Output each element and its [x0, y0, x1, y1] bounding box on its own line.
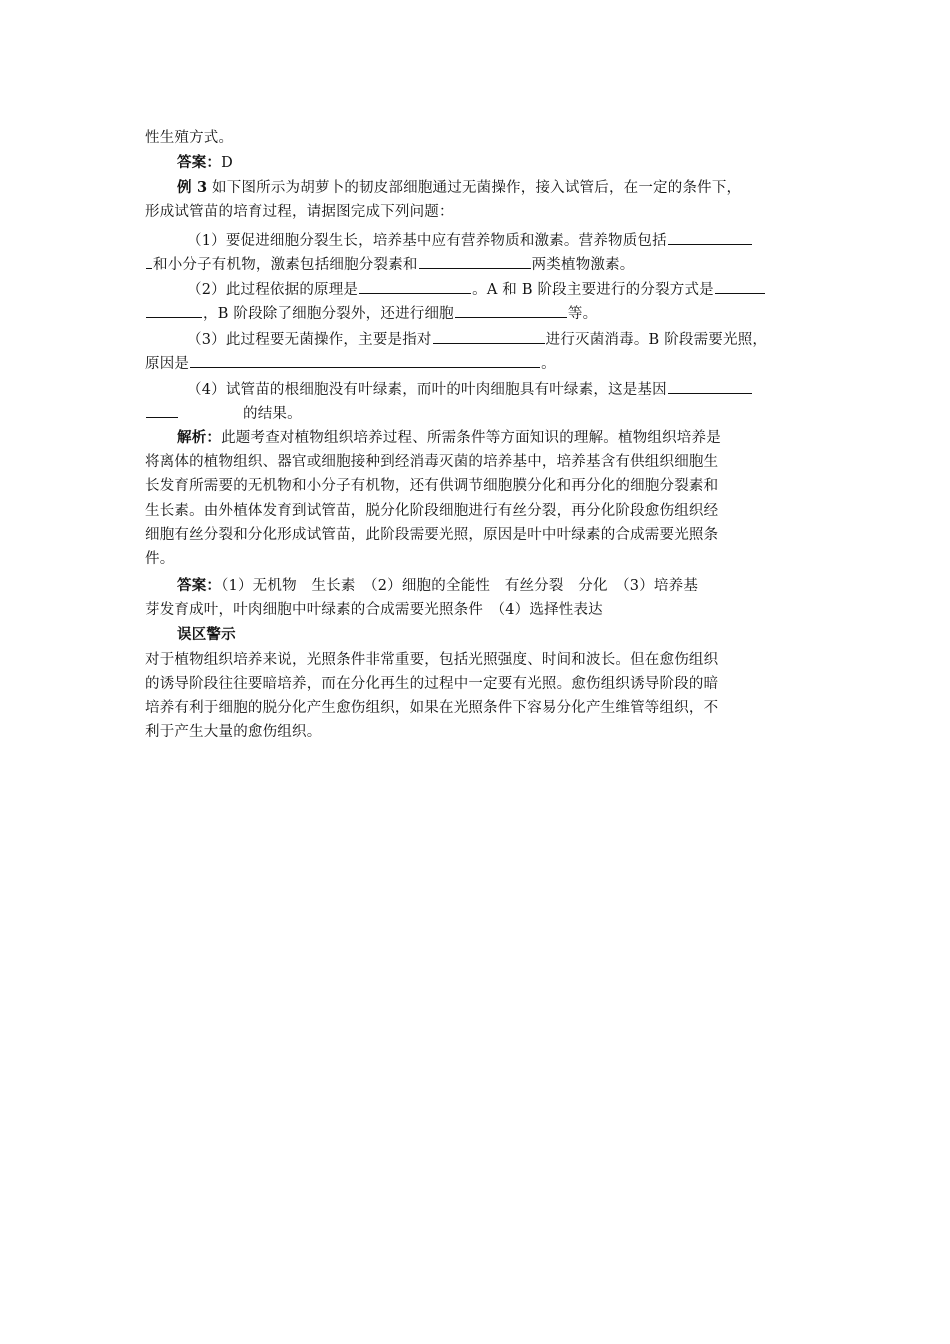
analysis-text: 将离体的植物组织、器官或细胞接种到经消毒灭菌的培养基中，培养基含有供组织细胞生 — [145, 454, 719, 470]
q2-text: （2）此过程依据的原理是 — [187, 282, 359, 298]
answer-blank[interactable] — [419, 254, 531, 269]
example-label: 例 3 — [177, 179, 208, 196]
answer-line — [177, 576, 698, 596]
analysis-label: 解析： — [177, 429, 222, 446]
answer-blank[interactable] — [668, 230, 752, 245]
answer-blank[interactable] — [359, 279, 471, 294]
q3-text: 进行灭菌消毒。B 阶段需要光照， — [545, 332, 768, 348]
analysis-text: 长发育所需要的无机物和小分子有机物，还有供调节细胞膜分化和再分化的细胞分裂素和 — [145, 478, 719, 494]
warning-text: 的诱导阶段往往要暗培养，而在分化再生的过程中一定要有光照。愈伤组织诱导阶段的暗 — [145, 676, 719, 692]
question-3 — [187, 329, 767, 350]
answer-blank[interactable] — [146, 254, 152, 269]
q2-text: 等。 — [567, 306, 598, 322]
analysis-line — [177, 428, 721, 448]
q4-text: （4）试管苗的根细胞没有叶绿素，而叶的叶肉细胞具有叶绿素，这是基因 — [187, 382, 667, 398]
text-line — [145, 674, 718, 694]
answer-value: D — [221, 155, 233, 171]
warning-text: 对于植物组织培养来说，光照条件非常重要，包括光照强度、时间和波长。但在愈伤组织 — [145, 652, 719, 668]
text-line — [145, 600, 603, 620]
q1-text: （1）要促进细胞分裂生长，培养基中应有营养物质和激素。营养物质包括 — [187, 233, 667, 249]
answer-blank[interactable] — [668, 379, 752, 394]
text-line — [145, 650, 718, 670]
analysis-text: 细胞有丝分裂和分化形成试管苗，此阶段需要光照，原因是叶中叶绿素的合成需要光照条 — [145, 527, 719, 543]
analysis-text: 生长素。由外植体发育到试管苗，脱分化阶段细胞进行有丝分裂，再分化阶段愈伤组织经 — [145, 503, 719, 519]
text-line — [145, 722, 321, 742]
warning-title: 误区警示 — [177, 626, 236, 643]
question-2 — [187, 279, 766, 300]
q2-text: ，B 阶段除了细胞分裂外，还进行细胞 — [203, 306, 454, 322]
text-line — [145, 202, 454, 222]
q1-text: 和小分子有机物，激素包括细胞分裂素和 — [153, 257, 418, 273]
q1-text: 两类植物激素。 — [531, 257, 635, 273]
text-line — [145, 525, 718, 545]
warning-text: 培养有利于细胞的脱分化产生愈伤组织，如果在光照条件下容易分化产生维管等组织，不 — [145, 700, 719, 716]
answer-line — [177, 153, 233, 173]
q3-text: 。 — [541, 356, 556, 372]
text-line — [145, 128, 233, 148]
question-2-cont — [145, 303, 597, 324]
text-line — [145, 452, 718, 472]
q3-text: （3）此过程要无菌操作，主要是指对 — [187, 332, 432, 348]
analysis-text: 件。 — [145, 551, 175, 567]
answer-blank[interactable] — [146, 303, 202, 318]
text: 性生殖方式。 — [145, 130, 234, 146]
answer-blank[interactable] — [146, 403, 178, 418]
answer-label: 答案： — [177, 577, 222, 594]
question-1-cont — [145, 254, 635, 275]
q4-text: 的结果。 — [243, 406, 302, 422]
question-3-cont — [145, 353, 556, 374]
text-line — [145, 501, 718, 521]
example-heading — [177, 178, 741, 198]
answer-label: 答案： — [177, 154, 222, 171]
warning-text: 利于产生大量的愈伤组织。 — [145, 724, 322, 740]
answer-blank[interactable] — [433, 329, 545, 344]
answer-blank[interactable] — [455, 303, 567, 318]
answer-blank[interactable] — [715, 279, 765, 294]
answer-text: 芽发育成叶，叶肉细胞中叶绿素的合成需要光照条件 （4）选择性表达 — [145, 602, 603, 618]
answer-blank[interactable] — [190, 353, 540, 368]
example-text: 如下图所示为胡萝卜的韧皮部细胞通过无菌操作，接入试管后，在一定的条件下， — [207, 180, 742, 196]
answer-text: （1）无机物 生长素 （2）细胞的全能性 有丝分裂 分化 （3）培养基 — [221, 578, 699, 594]
text-line — [145, 476, 718, 496]
question-4-cont — [145, 403, 302, 424]
q2-text: 。A 和 B 阶段主要进行的分裂方式是 — [472, 282, 714, 298]
text-line — [145, 698, 718, 718]
question-1 — [187, 230, 753, 251]
q3-text: 原因是 — [145, 356, 190, 372]
question-4 — [187, 379, 753, 400]
analysis-text: 此题考查对植物组织培养过程、所需条件等方面知识的理解。植物组织培养是 — [221, 430, 721, 446]
text-line — [145, 549, 174, 569]
text: 形成试管苗的培育过程，请据图完成下列问题： — [145, 204, 454, 220]
